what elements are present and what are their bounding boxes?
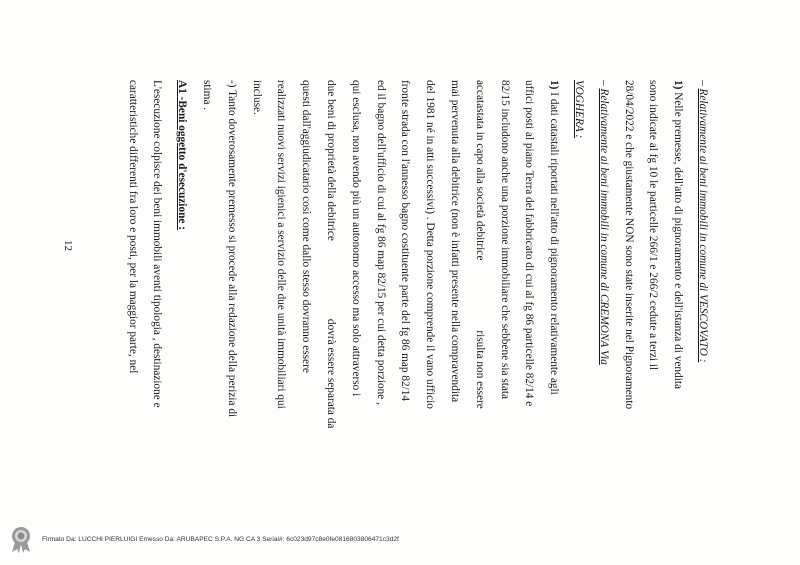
document-body (65, 80, 715, 429)
doc-line-9: 82/15 includono anche una porzione immobiliare che sebbene sia stata (498, 80, 511, 400)
doc-line-3: sono indicate al fg 10 le particelle 266/1 e 266/2 cedute a terzi il (647, 80, 660, 371)
doc-line-14: ed il bagno dell'ufficio di cui al fg 86 map 82/15 per cui detta porzione , (374, 80, 387, 405)
doc-line-24: caratteristiche differenti fra loro e posti, per la maggior parte, nel (126, 80, 139, 374)
doc-line-2: 1) Nelle premesse, dell'atto di pignoramento e dell'istanza di vendita (672, 80, 685, 390)
doc-line-18: realizzati nuovi servizi igienici a servizio delle due unità immobiliari qui (275, 80, 288, 409)
doc-line-4: 28/04/2022 e che giustamente NON sono state inserite nel Pignoramento (622, 80, 635, 410)
section-heading-a1: A1 -Beni oggetto d'esecuzione : (176, 80, 189, 230)
doc-line-21: stima . (201, 80, 214, 111)
doc-line-13: fronte strada con l'annesso bagno costituente parte del fg 86 map 82/14 (399, 80, 412, 402)
doc-line-17: questi dall'aggiudicatario così come dallo stesso dovranno essere (300, 80, 313, 373)
doc-line-15: qui esclusa, non avendo più un autonomo accesso ma solo attraverso i (349, 80, 362, 397)
doc-line-5: – Relativamente ai beni immobili in comune di CREMONA Via (597, 80, 610, 365)
doc-line-23: L'esecuzione colpisce dei beni immobili aventi tipologia , destinazione e (151, 80, 164, 408)
certificate-seal-icon (6, 524, 36, 554)
doc-line-11: mai pervenuta alla debitrice (non è infatti presente nella compravendita (449, 80, 462, 403)
doc-line-10: accatastata in capo alla società debitricerisulta non essere (473, 80, 486, 409)
doc-line-1: – Relativamente ai beni immobili in comune di VESCOVATO : (697, 80, 709, 363)
doc-line-6: VOGHERA : (573, 80, 586, 139)
page-number: 12 (62, 240, 74, 251)
doc-line-16: due beni di proprietà della debitricedovrà essere separata da (325, 80, 338, 429)
doc-line-12: del 1981 né in atti successivi) . Detta porzione comprende il vano ufficio (424, 80, 437, 409)
doc-line-19: incluse. (250, 80, 263, 115)
doc-line-8: uffici posti al piano Terra del fabbricato di cui al fg 86 particelle 82/14 e (523, 80, 536, 407)
doc-line-7: 1) I dati catastali riportati nell'atto di pignoramento relativamente agli (548, 80, 561, 395)
doc-line-20: -) Tanto doverosamente premesso si procede alla redazione della perizia di (225, 80, 238, 418)
digital-signature-footer: Firmato Da: LUCCHI PIERLUIGI Emesso Da: ARUBAPEC S.P.A. NG CA 3 Serial#: 6c023d97c8e0fe0816803806471c3d2f (42, 536, 399, 543)
